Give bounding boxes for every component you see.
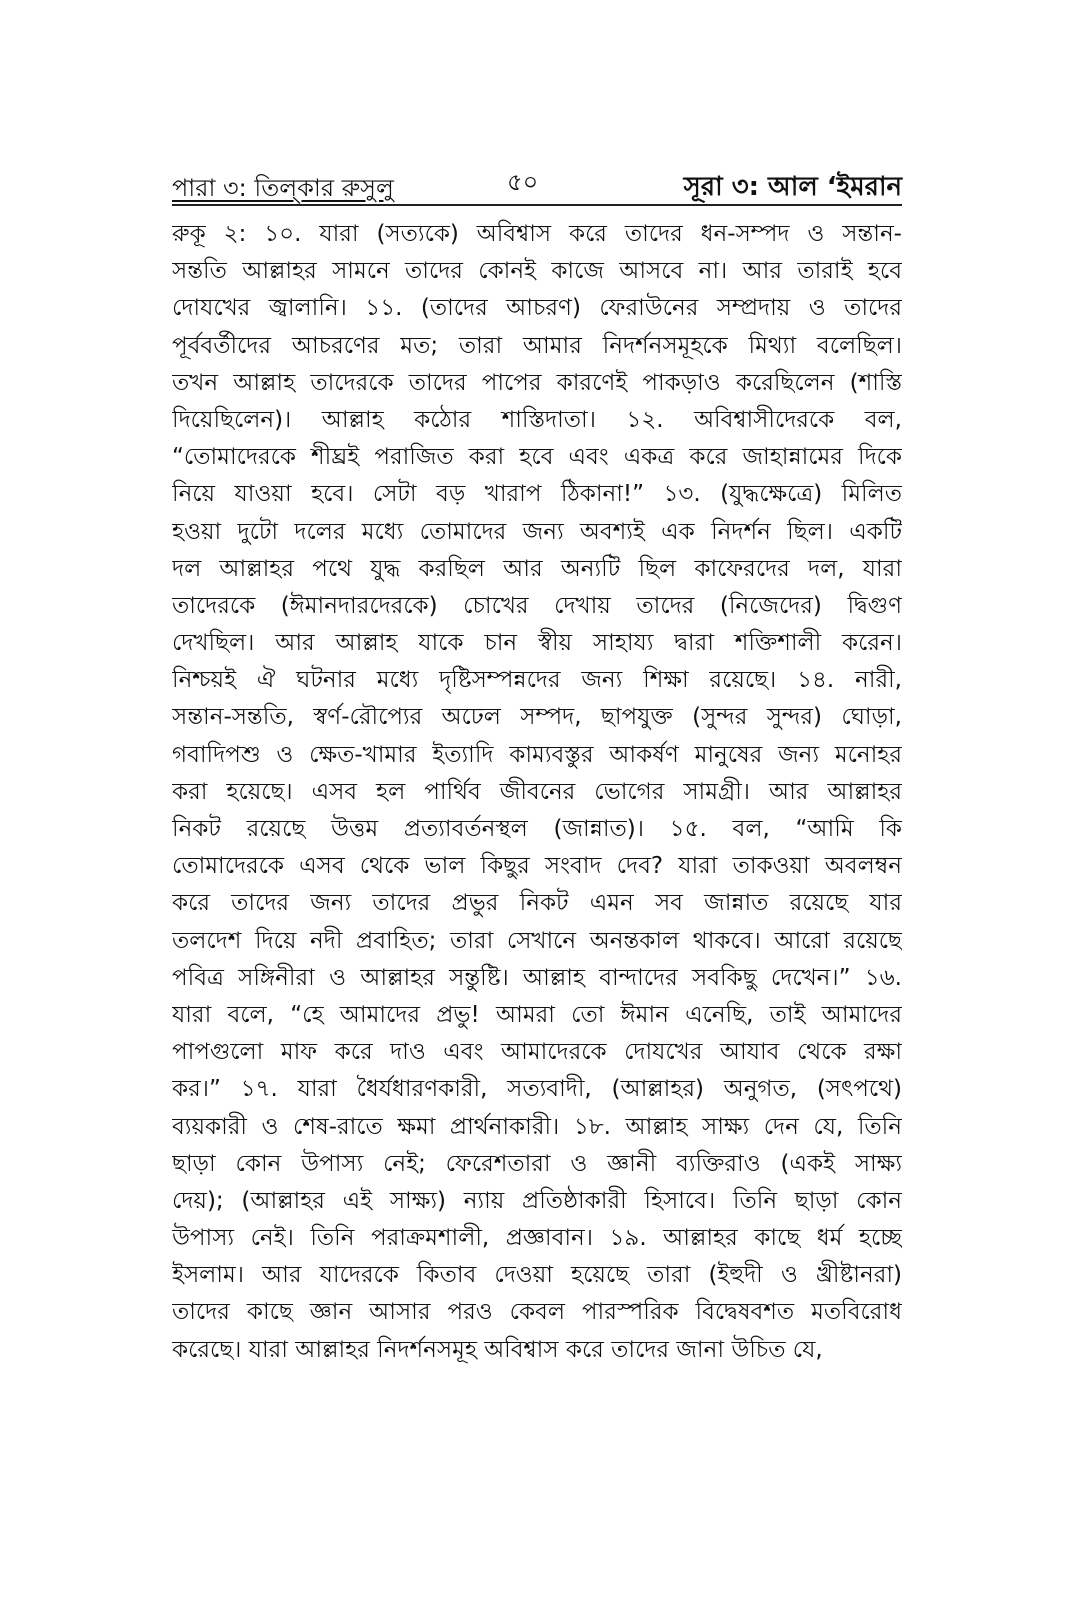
text-line: পাপগুলো মাফ করে দাও এবং আমাদেরকে দোযখের আযাব থেকে রক্ষা bbox=[172, 1039, 902, 1066]
text-line: ব্যয়কারী ও শেষ-রাতে ক্ষমা প্রার্থনাকারী। ১৮. আল্লাহ সাক্ষ্য দেন যে, তিনি bbox=[172, 1113, 902, 1140]
text-line: নিয়ে যাওয়া হবে। সেটা বড় খারাপ ঠিকানা!” ১৩. (যুদ্ধক্ষেত্রে) মিলিত bbox=[172, 481, 902, 508]
page-number: ৫০ bbox=[507, 168, 539, 196]
page-header bbox=[172, 160, 902, 200]
text-line: দেখছিল। আর আল্লাহ যাকে চান স্বীয় সাহায্য দ্বারা শক্তিশালী করেন। bbox=[172, 630, 902, 657]
text-line: রুকূ ২: ১০. যারা (সত্যকে) অবিশ্বাস করে তাদের ধন-সম্পদ ও সন্তান- bbox=[172, 221, 902, 247]
text-line: নিশ্চয়ই ঐ ঘটনার মধ্যে দৃষ্টিসম্পন্নদের জন্য শিক্ষা রয়েছে। ১৪. নারী, bbox=[172, 667, 902, 694]
header-surah-title: সূরা ৩: আল ‘ইমরান bbox=[683, 172, 902, 202]
header-rule bbox=[172, 204, 902, 206]
text-line: করেছে। যারা আল্লাহর নিদর্শনসমূহ অবিশ্বাস করে তাদের জানা উচিত যে, bbox=[172, 1336, 823, 1363]
text-line: করে তাদের জন্য তাদের প্রভুর নিকট এমন সব জান্নাত রয়েছে যার bbox=[172, 890, 902, 917]
text-line: দোযখের জ্বালানি। ১১. (তাদের আচরণ) ফেরাউনের সম্প্রদায় ও তাদের bbox=[172, 295, 902, 322]
body-text bbox=[172, 216, 902, 1369]
text-line: দেয়); (আল্লাহর এই সাক্ষ্য) ন্যায় প্রতিষ্ঠাকারী হিসাবে। তিনি ছাড়া কোন bbox=[172, 1187, 902, 1214]
header-para-title: পারা ৩: তিল্‌কার রুসুলু bbox=[172, 174, 394, 202]
text-line: দল আল্লাহর পথে যুদ্ধ করছিল আর অন্যটি ছিল কাফেরদের দল, যারা bbox=[172, 555, 902, 582]
text-line: গবাদিপশু ও ক্ষেত-খামার ইত্যাদি কাম্যবস্তুর আকর্ষণ মানুষের জন্য মনোহর bbox=[172, 741, 902, 768]
text-line: তাদের কাছে জ্ঞান আসার পরও কেবল পারস্পরিক বিদ্বেষবশত মতবিরোধ bbox=[172, 1299, 902, 1326]
text-line: করা হয়েছে। এসব হল পার্থিব জীবনের ভোগের সামগ্রী। আর আল্লাহর bbox=[172, 778, 902, 805]
text-line: পবিত্র সঙ্গিনীরা ও আল্লাহর সন্তুষ্টি। আল্লাহ বান্দাদের সবকিছু দেখেন।” ১৬. bbox=[172, 964, 902, 991]
text-line: সন্তান-সন্ততি, স্বর্ণ-রৌপ্যের অঢেল সম্পদ, ছাপযুক্ত (সুন্দর সুন্দর) ঘোড়া, bbox=[172, 704, 902, 731]
text-line: তোমাদেরকে এসব থেকে ভাল কিছুর সংবাদ দেব? যারা তাকওয়া অবলম্বন bbox=[172, 853, 902, 880]
text-line: দিয়েছিলেন)। আল্লাহ কঠোর শাস্তিদাতা। ১২. অবিশ্বাসীদেরকে বল, bbox=[172, 406, 902, 433]
text-line: পূর্ববর্তীদের আচরণের মত; তারা আমার নিদর্শনসমূহকে মিথ্যা বলেছিল। bbox=[172, 332, 902, 359]
text-line: ছাড়া কোন উপাস্য নেই; ফেরেশতারা ও জ্ঞানী ব্যক্তিরাও (একই সাক্ষ্য bbox=[172, 1150, 902, 1177]
text-line: “তোমাদেরকে শীঘ্রই পরাজিত করা হবে এবং একত্র করে জাহান্নামের দিকে bbox=[172, 444, 902, 471]
text-line: যারা বলে, “হে আমাদের প্রভু! আমরা তো ঈমান এনেছি, তাই আমাদের bbox=[172, 1001, 902, 1028]
text-line: তলদেশ দিয়ে নদী প্রবাহিত; তারা সেখানে অনন্তকাল থাকবে। আরো রয়েছে bbox=[172, 927, 902, 954]
text-line: নিকট রয়েছে উত্তম প্রত্যাবর্তনস্থল (জান্নাত)। ১৫. বল, “আমি কি bbox=[172, 816, 902, 842]
text-line: কর।” ১৭. যারা ধৈর্যধারণকারী, সত্যবাদী, (আল্লাহর) অনুগত, (সৎপথে) bbox=[172, 1076, 902, 1103]
text-line: সন্ততি আল্লাহর সামনে তাদের কোনই কাজে আসবে না। আর তারাই হবে bbox=[172, 258, 902, 285]
text-line: হওয়া দুটো দলের মধ্যে তোমাদের জন্য অবশ্যই এক নিদর্শন ছিল। একটি bbox=[172, 518, 902, 545]
text-line: তাদেরকে (ঈমানদারদেরকে) চোখের দেখায় তাদের (নিজেদের) দ্বিগুণ bbox=[172, 592, 902, 619]
text-line: ইসলাম। আর যাদেরকে কিতাব দেওয়া হয়েছে তারা (ইহুদী ও খ্রীষ্টানরা) bbox=[172, 1262, 902, 1289]
text-line: উপাস্য নেই। তিনি পরাক্রমশালী, প্রজ্ঞাবান। ১৯. আল্লাহর কাছে ধর্ম হচ্ছে bbox=[172, 1225, 902, 1252]
text-line: তখন আল্লাহ তাদেরকে তাদের পাপের কারণেই পাকড়াও করেছিলেন (শাস্তি bbox=[172, 369, 902, 396]
